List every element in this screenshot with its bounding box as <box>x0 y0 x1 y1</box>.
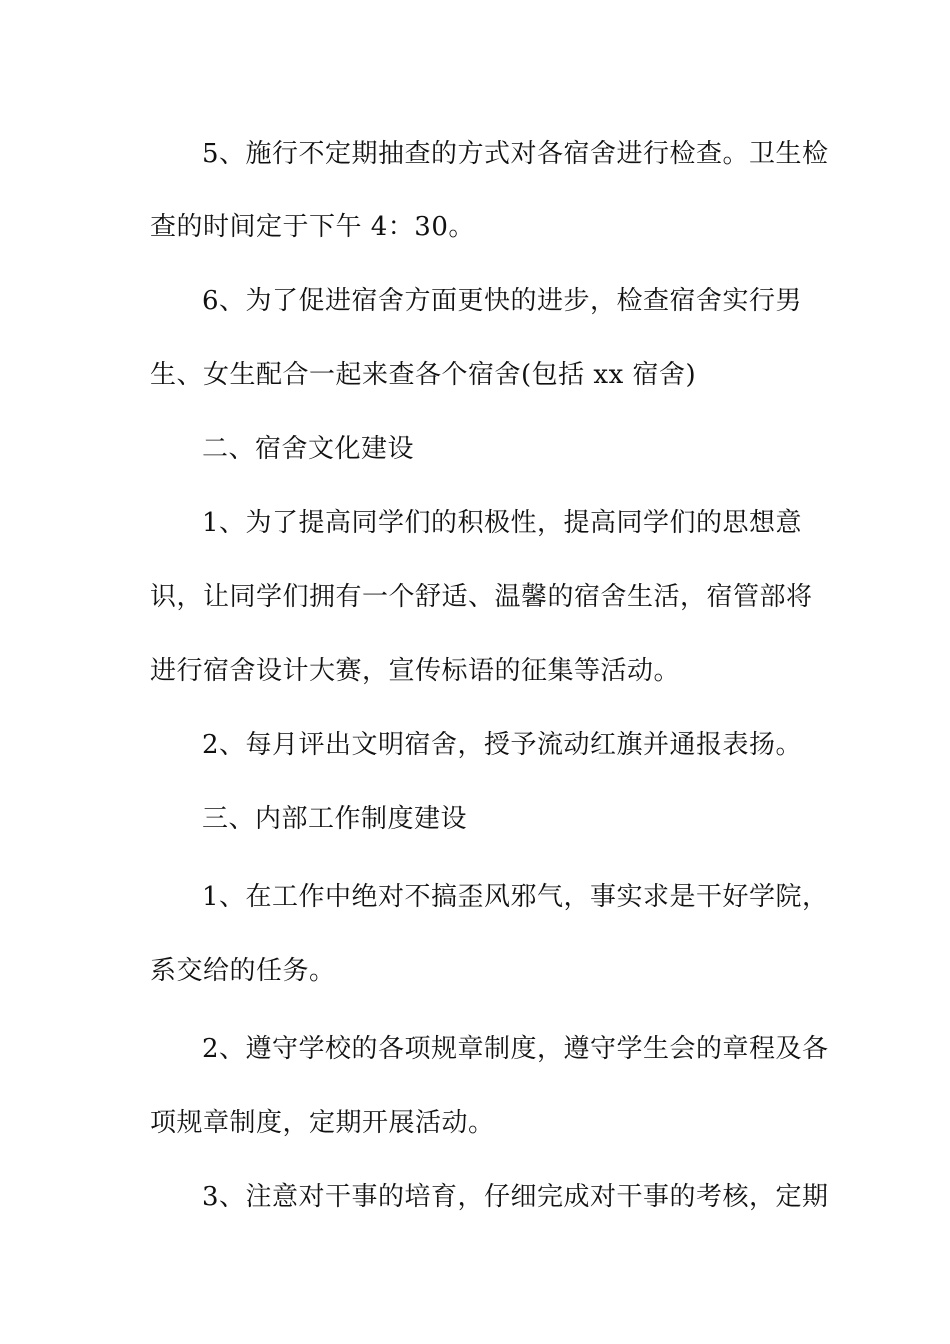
culture-paragraph-1-line-2: 识，让同学们拥有一个舒适、温馨的宿舍生活，宿管部将 <box>150 582 813 612</box>
rules-paragraph-3-line-1: 3、注意对干事的培育，仔细完成对干事的考核，定期 <box>202 1182 829 1212</box>
culture-paragraph-1-line-1: 1、为了提高同学们的积极性，提高同学们的思想意 <box>202 508 803 538</box>
rules-paragraph-2-line-2: 项规章制度，定期开展活动。 <box>150 1108 495 1138</box>
culture-paragraph-1-line-3: 进行宿舍设计大赛，宣传标语的征集等活动。 <box>150 656 681 686</box>
paragraph-6-line-1: 6、为了促进宿舍方面更快的进步，检查宿舍实行男 <box>202 286 803 316</box>
paragraph-6-line-2: 生、女生配合一起来查各个宿舍(包括 xx 宿舍) <box>150 360 697 390</box>
section-heading-dorm-culture: 二、宿舍文化建设 <box>202 434 415 464</box>
paragraph-5-line-1: 5、施行不定期抽查的方式对各宿舍进行检查。卫生检 <box>202 139 829 169</box>
section-heading-internal-rules: 三、内部工作制度建设 <box>202 804 468 834</box>
culture-paragraph-2: 2、每月评出文明宿舍，授予流动红旗并通报表扬。 <box>202 730 803 760</box>
paragraph-5-line-2: 查的时间定于下午 4：30。 <box>150 212 475 242</box>
rules-paragraph-2-line-1: 2、遵守学校的各项规章制度，遵守学生会的章程及各 <box>202 1034 829 1064</box>
rules-paragraph-1-line-1: 1、在工作中绝对不搞歪风邪气，事实求是干好学院， <box>202 882 829 912</box>
rules-paragraph-1-line-2: 系交给的任务。 <box>150 956 336 986</box>
